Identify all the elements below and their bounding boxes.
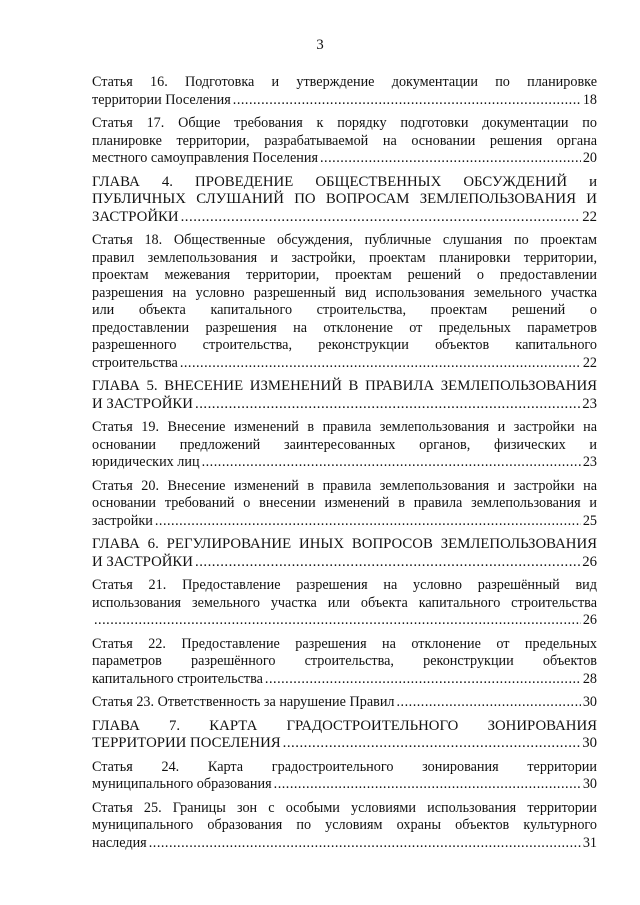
dot-leader <box>149 835 581 853</box>
toc-entry-last-line <box>92 513 597 531</box>
toc-entry-last-line <box>92 92 597 110</box>
toc-entry-last-line <box>92 694 597 712</box>
dot-leader <box>195 396 580 414</box>
toc-entry-line: разрешенного строительства, реконструкции объектов капитального <box>92 337 597 353</box>
toc-entry-title-end: территории Поселения <box>92 91 231 108</box>
table-of-contents <box>92 74 597 858</box>
toc-entry-line: или объекта капитального строительства, проектам решений о <box>92 302 597 318</box>
toc-entry-title-end: И ЗАСТРОЙКИ <box>92 553 193 570</box>
toc-entry-line: муниципального образования по условиям охраны объектов культурного <box>92 817 597 833</box>
toc-page-number: 30 <box>582 735 597 751</box>
toc-entry-line: Статья 18. Общественные обсуждения, публичные слушания по проектам <box>92 232 597 248</box>
toc-chapter-entry[interactable] <box>92 174 597 227</box>
toc-article-entry[interactable] <box>92 74 597 109</box>
toc-page-number: 18 <box>582 91 597 108</box>
toc-article-entry[interactable] <box>92 115 597 168</box>
toc-chapter-entry[interactable] <box>92 718 597 753</box>
toc-entry-line: проектам межевания территории, проектам решений о предоставлении <box>92 267 597 283</box>
toc-entry-last-line <box>92 454 597 472</box>
toc-entry-line: ГЛАВА 4. ПРОВЕДЕНИЕ ОБЩЕСТВЕННЫХ ОБСУЖДЕНИЙ и <box>92 173 597 190</box>
dot-leader <box>274 776 581 794</box>
dot-leader <box>320 150 581 168</box>
toc-article-entry[interactable] <box>92 800 597 853</box>
toc-page-number: 23 <box>582 454 597 470</box>
toc-entry-line: разрешения на условно разрешенный вид использования земельного участка <box>92 284 597 301</box>
dot-leader <box>265 671 581 689</box>
toc-entry-line: Статья 24. Карта градостроительного зонирования территории <box>92 758 597 775</box>
toc-page-number: 26 <box>582 612 597 628</box>
dot-leader <box>202 454 581 472</box>
dot-leader <box>155 513 581 531</box>
dot-leader <box>397 694 581 712</box>
dot-leader <box>94 612 581 630</box>
toc-entry-line: основании требований о внесении изменений в правила землепользования и <box>92 495 597 511</box>
toc-page-number: 25 <box>582 512 597 529</box>
toc-entry-line: планировке территории, разрабатываемой на основании решения органа <box>92 132 597 149</box>
toc-entry-line: ГЛАВА 5. ВНЕСЕНИЕ ИЗМЕНЕНИЙ В ПРАВИЛА ЗЕМЛЕПОЛЬЗОВАНИЯ <box>92 378 597 394</box>
toc-article-entry[interactable] <box>92 636 597 689</box>
dot-leader <box>233 92 581 110</box>
toc-article-entry[interactable] <box>92 694 597 712</box>
toc-article-entry[interactable] <box>92 759 597 794</box>
toc-entry-line: Статья 21. Предоставление разрешения на условно разрешённый вид <box>92 577 597 593</box>
toc-page-number: 22 <box>582 208 597 225</box>
toc-entry-last-line <box>92 835 597 853</box>
toc-entry-last-line <box>92 554 597 572</box>
toc-entry-line: Статья 20. Внесение изменений в правила землепользования и застройки на <box>92 477 597 494</box>
toc-entry-title-end: Статья 23. Ответственность за нарушение Правил <box>92 694 395 710</box>
dot-leader <box>180 355 581 373</box>
page-number: 3 <box>316 37 324 53</box>
toc-entry-line: ГЛАВА 7. КАРТА ГРАДОСТРОИТЕЛЬНОГО ЗОНИРОВАНИЯ <box>92 717 597 734</box>
toc-page-number: 31 <box>582 834 597 851</box>
toc-entry-last-line <box>92 150 597 168</box>
toc-entry-title-end: ТЕРРИТОРИИ ПОСЕЛЕНИЯ <box>92 735 281 751</box>
toc-article-entry[interactable] <box>92 478 597 531</box>
toc-entry-last-line <box>92 671 597 689</box>
toc-page-number: 30 <box>582 694 597 710</box>
dot-leader <box>283 735 581 753</box>
toc-entry-line: использования земельного участка или объекта капитального строительства <box>92 594 597 611</box>
toc-entry-line: предоставлении разрешения на отклонение от предельных параметров <box>92 319 597 336</box>
toc-entry-line: параметров разрешённого строительства, реконструкции объектов <box>92 653 597 669</box>
toc-entry-line: Статья 25. Границы зон с особыми условиями использования территории <box>92 799 597 816</box>
toc-entry-line: правил землепользования и застройки, проектам планировки территории, <box>92 249 597 266</box>
toc-article-entry[interactable] <box>92 419 597 472</box>
toc-entry-title-end: муниципального образования <box>92 776 272 792</box>
toc-page-number: 20 <box>582 150 597 166</box>
toc-entry-title-end: местного самоуправления Поселения <box>92 150 318 166</box>
toc-entry-last-line <box>92 209 597 227</box>
toc-entry-line: основании предложений заинтересованных органов, физических и <box>92 436 597 453</box>
toc-entry-last-line <box>92 355 597 373</box>
dot-leader <box>195 554 580 572</box>
toc-page-number: 30 <box>582 776 597 792</box>
toc-entry-line: Статья 22. Предоставление разрешения на отклонение от предельных <box>92 635 597 652</box>
toc-entry-last-line <box>92 612 597 630</box>
toc-page-number: 22 <box>582 354 597 371</box>
toc-entry-title-end: юридических лиц <box>92 454 200 470</box>
toc-page-number: 26 <box>582 553 597 570</box>
toc-entry-title-end: строительства <box>92 354 178 371</box>
toc-entry-line: Статья 19. Внесение изменений в правила землепользования и застройки на <box>92 419 597 435</box>
toc-chapter-entry[interactable] <box>92 536 597 571</box>
toc-page-number: 23 <box>582 395 597 412</box>
toc-entry-title-end: ЗАСТРОЙКИ <box>92 208 179 225</box>
toc-article-entry[interactable] <box>92 577 597 630</box>
toc-chapter-entry[interactable] <box>92 378 597 413</box>
toc-entry-line: ПУБЛИЧНЫХ СЛУШАНИЙ ПО ВОПРОСАМ ЗЕМЛЕПОЛЬЗОВАНИЯ И <box>92 191 597 207</box>
dot-leader <box>181 209 581 227</box>
toc-entry-line: Статья 16. Подготовка и утверждение документации по планировке <box>92 74 597 90</box>
toc-entry-line: ГЛАВА 6. РЕГУЛИРОВАНИЕ ИНЫХ ВОПРОСОВ ЗЕМЛЕПОЛЬЗОВАНИЯ <box>92 536 597 552</box>
toc-entry-title-end: застройки <box>92 512 153 529</box>
toc-entry-title-end: капитального строительства <box>92 670 263 687</box>
toc-entry-last-line <box>92 776 597 794</box>
toc-entry-title-end: И ЗАСТРОЙКИ <box>92 395 193 412</box>
toc-entry-title-end: наследия <box>92 834 147 851</box>
toc-entry-last-line <box>92 735 597 753</box>
toc-page-number: 28 <box>582 670 597 687</box>
toc-entry-last-line <box>92 396 597 414</box>
toc-article-entry[interactable] <box>92 232 597 372</box>
toc-entry-line: Статья 17. Общие требования к порядку подготовки документации по <box>92 115 597 131</box>
